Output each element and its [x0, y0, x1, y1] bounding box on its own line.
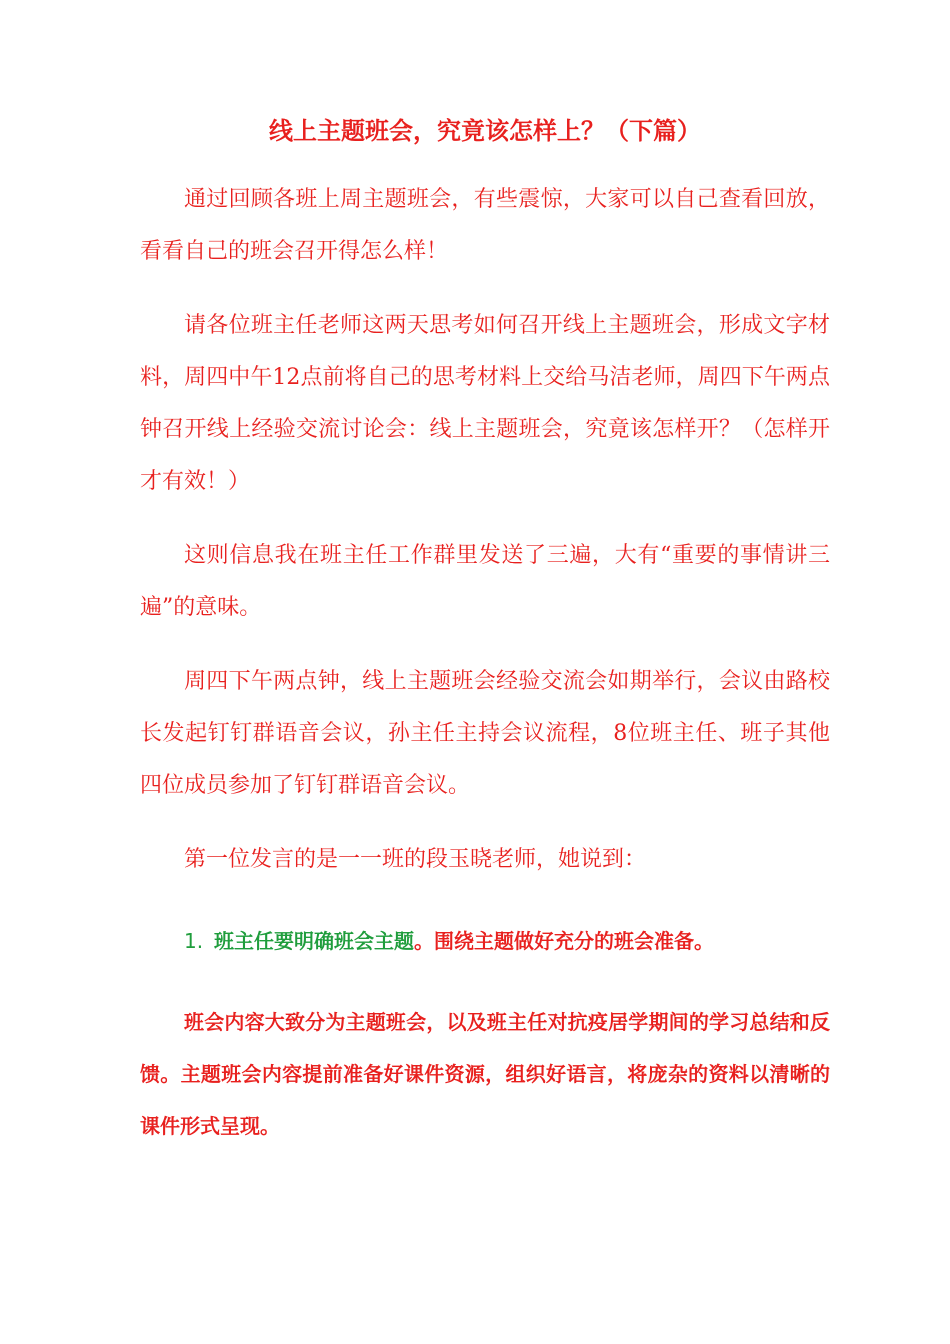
list-item-highlight: 班主任要明确班会主题 — [214, 929, 414, 953]
paragraph-3: 这则信息我在班主任工作群里发送了三遍，大有“重要的事情讲三遍”的意味。 — [140, 543, 830, 620]
document-body — [140, 110, 830, 1152]
paragraph-1: 通过回顾各班上周主题班会，有些震惊，大家可以自己查看回放，看看自己的班会召开得怎么样！ — [140, 187, 830, 264]
list-item-1 — [184, 922, 830, 960]
list-item-text: 。围绕主题做好充分的班会准备。 — [414, 929, 714, 953]
paragraph-5: 第一位发言的是一一班的段玉晓老师，她说到： — [184, 847, 647, 872]
document-title: 线上主题班会，究竟该怎样上？（下篇） — [269, 116, 701, 145]
paragraph-4: 周四下午两点钟，线上主题班会经验交流会如期举行，会议由路校长发起钉钉群语音会议，孙主任主持会议流程，8位班主任、班子其他四位成员参加了钉钉群语音会议。 — [140, 669, 830, 798]
closing-paragraph: 班会内容大致分为主题班会，以及班主任对抗疫居学期间的学习总结和反馈。主题班会内容提前准备好课件资源，组织好语言，将庞杂的资料以清晰的课件形式呈现。 — [140, 1010, 830, 1138]
list-number: 1. — [184, 929, 204, 953]
paragraph-2: 请各位班主任老师这两天思考如何召开线上主题班会，形成文字材料，周四中午12点前将自己的思考材料上交给马洁老师，周四下午两点钟召开线上经验交流讨论会：线上主题班会，究竟该怎样开？（怎样开才有效！） — [140, 313, 830, 494]
